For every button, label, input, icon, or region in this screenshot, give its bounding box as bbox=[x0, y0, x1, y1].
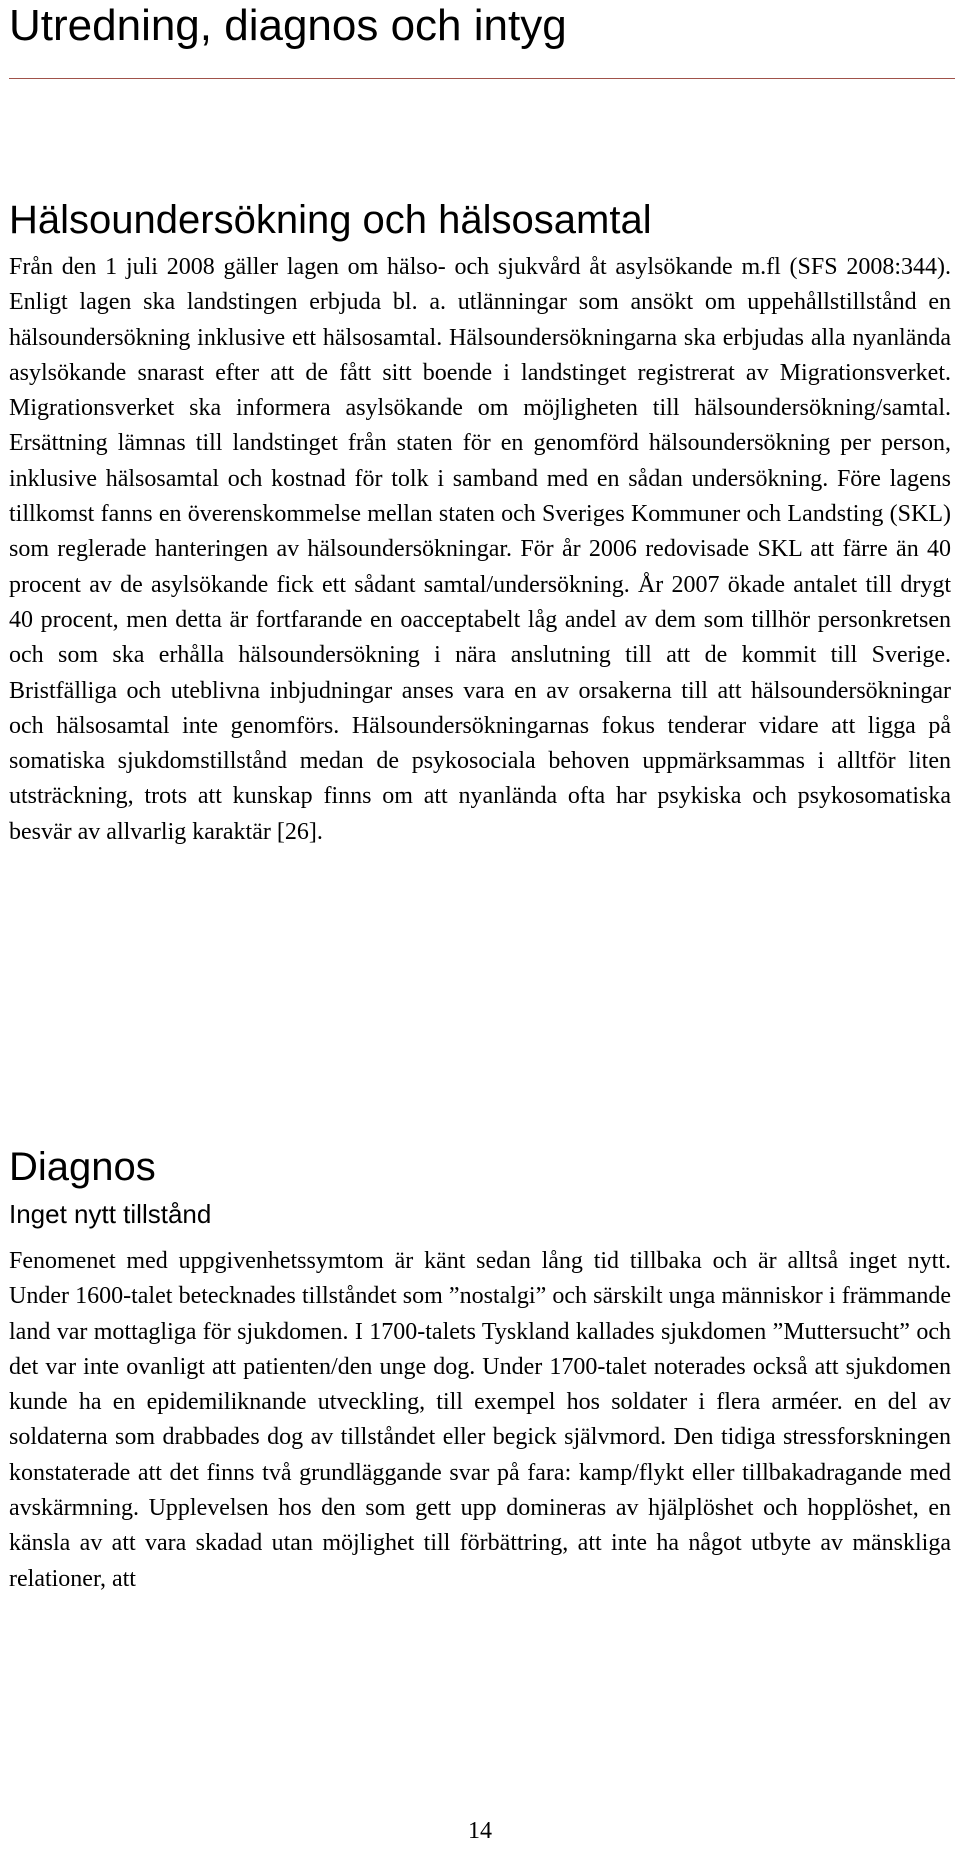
section-heading-halsoundersokning: Hälsoundersökning och hälsosamtal bbox=[9, 198, 652, 242]
chapter-divider bbox=[9, 78, 955, 79]
paragraph-diagnos: Fenomenet med uppgivenhetssymtom är känt sedan lång tid tillbaka och är alltså inget nytt. Under 1600-talet betecknades tillståndet som ”nostalgi” och särskilt unga människor i främmande land var mottagliga för sjukdomen. I 1700-talets Tyskland kallades sjukdomen ”Muttersucht” och det var inte ovanligt att patienten/den unge dog. Under 1700-talet noterades också att sjukdomen kunde ha en epidemiliknande utveckling, till exempel hos soldater i flera arméer. en del av soldaterna som drabbades dog av tillståndet eller begick självmord. Den tidiga stressforskningen konstaterade att det finns två grundläggande svar på fara: kamp/flykt eller tillbakadragande med avskärmning. Upplevelsen hos den som gett upp domineras av hjälplöshet och hopplöshet, en känsla av att vara skadad utan möjlighet till förbättring, att inte ha något utbyte av mänskliga relationer, att bbox=[9, 1248, 951, 1592]
subheading-inget-nytt-tillstand: Inget nytt tillstånd bbox=[9, 1199, 212, 1229]
page-number: 14 bbox=[468, 1818, 492, 1844]
paragraph-halsoundersokning: Från den 1 juli 2008 gäller lagen om hälso- och sjukvård åt asylsökande m.fl (SFS 2008:344). Enligt lagen ska landstingen erbjuda bl. a. utlänningar som ansökt om uppehållstillstånd en hälsoundersökning inklusive ett hälsosamtal. Hälsoundersökningarna ska erbjudas alla nyanlända asylsökande snarast efter att de fått sitt boende i landstinget registrerat av Migrationsverket. Migrationsverket ska informera asylsökande om möjligheten till hälsoundersökning/samtal. Ersättning lämnas till landstinget från staten för en genomförd hälsoundersökning per person, inklusive hälsosamtal och kostnad för tolk i samband med en sådan undersökning. Före lagens tillkomst fanns en överenskommelse mellan staten och Sveriges Kommuner och Landsting (SKL) som reglerade hanteringen av hälsoundersökningar. För år 2006 redovisade SKL att färre än 40 procent av de asylsökande fick ett sådant samtal/undersökning. År 2007 ökade antalet till drygt 40 procent, men detta är fortfarande en oacceptabelt låg andel av dem som tillhör personkretsen och som ska erhålla hälsoundersökning i nära anslutning till att de kommit till Sverige. Bristfälliga och uteblivna inbjudningar anses vara en av orsakerna till att hälsoundersökningar och hälsosamtal inte genomförs. Hälsoundersökningarnas fokus tenderar vidare att ligga på somatiska sjukdomstillstånd medan de psykosociala behoven uppmärksammas i alltför liten utsträckning, trots att kunskap finns om att nyanlända ofta har psykiska och psykosomatiska besvär av allvarlig karaktär [26]. bbox=[9, 254, 951, 845]
chapter-title: Utredning, diagnos och intyg bbox=[9, 1, 567, 50]
section-heading-diagnos: Diagnos bbox=[9, 1145, 156, 1189]
